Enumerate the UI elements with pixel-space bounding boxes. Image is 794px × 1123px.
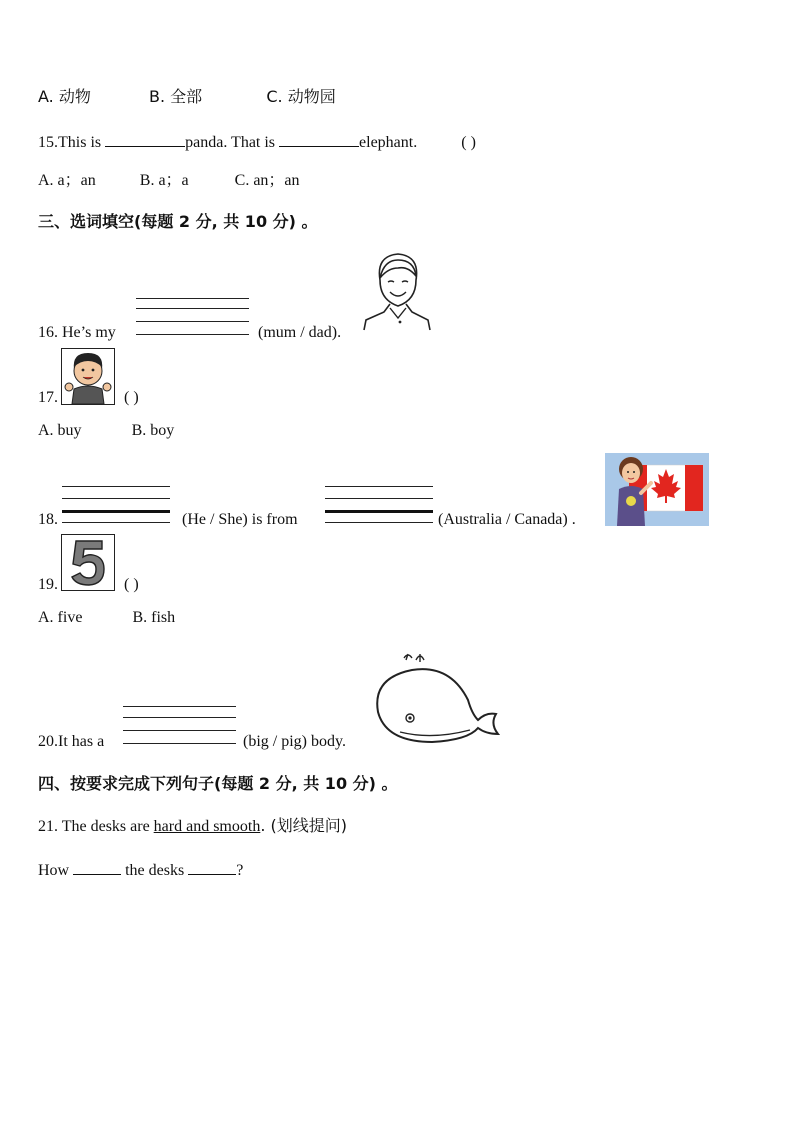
q17-option-b: B. boy [131, 422, 175, 439]
q15-option-b: B. a；a [139, 172, 189, 189]
q18-number: 18. [38, 511, 58, 528]
q20-pre-text: It has a [58, 733, 105, 750]
q15-option-a: A. a；an [38, 172, 96, 189]
q20-number: 20. [38, 733, 58, 750]
q14-option-a: A. 动物 [38, 87, 91, 106]
q16-number: 16. [38, 324, 58, 341]
section-3-heading: 三、选词填空(每题 2 分, 共 10 分) 。 [38, 212, 318, 231]
q14-option-b: B. 全部 [149, 87, 203, 106]
q15-blank-2[interactable] [279, 130, 359, 147]
section-4-heading: 四、按要求完成下列句子(每题 2 分, 共 10 分) 。 [38, 774, 398, 793]
q21-mid-text: the desks [125, 862, 189, 879]
q16-choice: (mum / dad). [258, 324, 342, 341]
q15-text-3: elephant. [359, 134, 418, 151]
number-five-picture [61, 534, 115, 591]
whale-picture [372, 650, 500, 746]
q16-pre-text: He’s my [62, 324, 116, 341]
q21-blank-1[interactable] [73, 858, 121, 875]
q21-how: How [38, 862, 74, 879]
q16-handwriting-lines[interactable] [136, 298, 249, 338]
q16-prefix [38, 323, 116, 343]
q19-options [38, 608, 175, 628]
q19-option-a: A. five [38, 609, 83, 626]
q18-handwriting-lines-1[interactable] [62, 486, 170, 526]
q21-post-text: . (划线提问) [260, 816, 347, 835]
q15-question [38, 130, 476, 153]
q14-option-c: C. 动物园 [266, 87, 336, 106]
q21-blank-2[interactable] [188, 858, 236, 875]
q15-options [38, 171, 300, 191]
boy-picture [61, 348, 115, 405]
q19-option-b: B. fish [132, 609, 176, 626]
q20-prefix [38, 732, 104, 752]
q15-number: 15. [38, 134, 58, 151]
q15-text-1: This is [58, 134, 106, 151]
q17-option-a: A. buy [38, 422, 82, 439]
q18-handwriting-lines-2[interactable] [325, 486, 433, 526]
dad-picture [362, 250, 432, 332]
q17-number: 17. [38, 389, 58, 406]
q15-answer-paren[interactable]: ( ) [461, 134, 476, 151]
q21-question [38, 816, 347, 837]
q21-underlined-phrase: hard and smooth [153, 818, 261, 835]
q19-number: 19. [38, 576, 58, 593]
q21-pre-text: The desks are [58, 818, 154, 835]
q14-options [38, 87, 336, 107]
q20-handwriting-lines[interactable] [123, 706, 236, 746]
q17-options [38, 421, 174, 441]
q20-choice: (big / pig) body. [243, 733, 346, 750]
q21-number: 21. [38, 818, 58, 835]
q15-option-c: C. an；an [234, 172, 300, 189]
q15-text-2: panda. That is [185, 134, 280, 151]
q17-answer-paren[interactable]: ( ) [124, 389, 139, 406]
q18-choice: (Australia / Canada) . [438, 511, 576, 528]
canada-flag-girl-picture [605, 453, 709, 526]
q15-blank-1[interactable] [105, 130, 185, 147]
q19-answer-paren[interactable]: ( ) [124, 576, 139, 593]
q21-answer-line [38, 858, 243, 881]
q21-end: ? [236, 862, 244, 879]
q18-mid-text: (He / She) is from [182, 511, 298, 528]
